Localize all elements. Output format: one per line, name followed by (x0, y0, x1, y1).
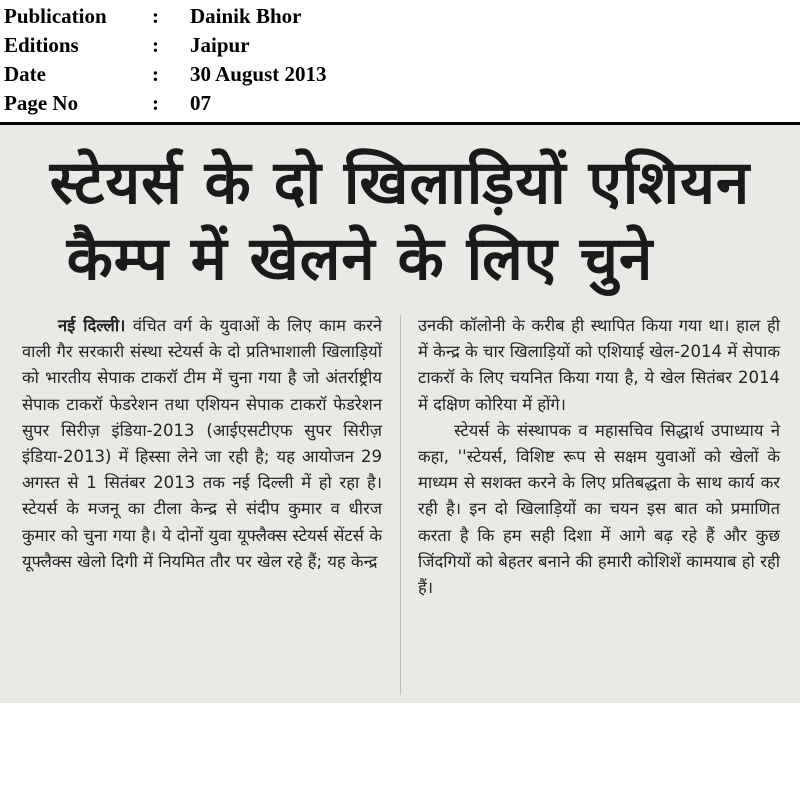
meta-row-editions (4, 31, 504, 60)
article-paragraph (22, 313, 382, 575)
publication-value: Dainik Bhor (190, 4, 302, 28)
article-column-right (418, 313, 780, 601)
left-body-text: वंचित वर्ग के युवाओं के लिए काम करने वाली गैर सरकारी संस्था स्टेयर्स के दो प्रतिभाशाली खिलाड़ियों को भारतीय सेपाक टाकरॉ टीम में चुना गया है जो अंतर्राष्ट्रीय सेपाक टाकरॉ फेडरेशन तथा एशियन सेपाक टाकरॉ फेडरेशन सुपर सिरीज़ इंडिया-2013 (आईएसटीएफ सुपर सिरीज़ इंडिया-2013) में हिस्सा लेने जा रही है; यह आयोजन 29 अगस्त से 1 सितंबर 2013 तक नई दिल्ली में हो रहा है। स्टेयर्स के मजनू का टीला केन्द्र से संदीप कुमार व धीरज कुमार को चुना गया है। ये दोनों युवा यूफ्लैक्स स्टेयर्स सेंटर्स के यूफ्लैक्स खेलो दिगी में नियमित तौर पर खेल रहे हैं; यह केन्द्र (22, 316, 382, 571)
headline-line-2: कैम्प में खेलने के लिए चुने (66, 224, 654, 294)
separator: : (152, 62, 159, 86)
article-column-left (22, 313, 382, 575)
meta-row-page (4, 89, 504, 118)
article-paragraph: स्टेयर्स के संस्थापक व महासचिव सिद्धार्थ उपाध्याय ने कहा, ''स्टेयर्स, विशिष्ट रूप से सक्षम युवाओं को खेलों के माध्यम से सशक्त करने के लिए प्रतिबद्धता के साथ कार्य कर रही है। इन दो खिलाड़ियों का चयन इस बात को प्रमाणित करता है कि हम सही दिशा में आगे बढ़ रहे हैं और कुछ जिंदगियों को बेहतर बनाने की हमारी कोशिशें कामयाब हो रही हैं। (418, 420, 780, 598)
date-label: Date (4, 62, 46, 86)
date-value: 30 August 2013 (190, 62, 327, 86)
separator: : (152, 33, 159, 57)
separator: : (152, 91, 159, 115)
column-divider (400, 315, 401, 695)
meta-row-publication (4, 2, 504, 31)
newspaper-clipping (0, 125, 800, 703)
separator: : (152, 4, 159, 28)
publication-meta (4, 2, 504, 118)
article-paragraph: उनकी कॉलोनी के करीब ही स्थापित किया गया था। हाल ही में केन्द्र के चार खिलाड़ियों को एशियाई खेल-2014 में सेपाक टाकरॉ के लिए चयनित किया गया है, ये खेल सितंबर 2014 में दक्षिण कोरिया में होंगे। (418, 316, 780, 414)
headline-line-1: स्टेयर्स के दो खिलाड़ियों एशियन (49, 148, 751, 218)
editions-value: Jaipur (190, 33, 250, 57)
publication-label: Publication (4, 4, 107, 28)
page-label: Page No (4, 91, 79, 115)
meta-row-date (4, 60, 504, 89)
page-value: 07 (190, 91, 211, 115)
dateline: नई दिल्ली। (58, 316, 126, 335)
editions-label: Editions (4, 33, 79, 57)
